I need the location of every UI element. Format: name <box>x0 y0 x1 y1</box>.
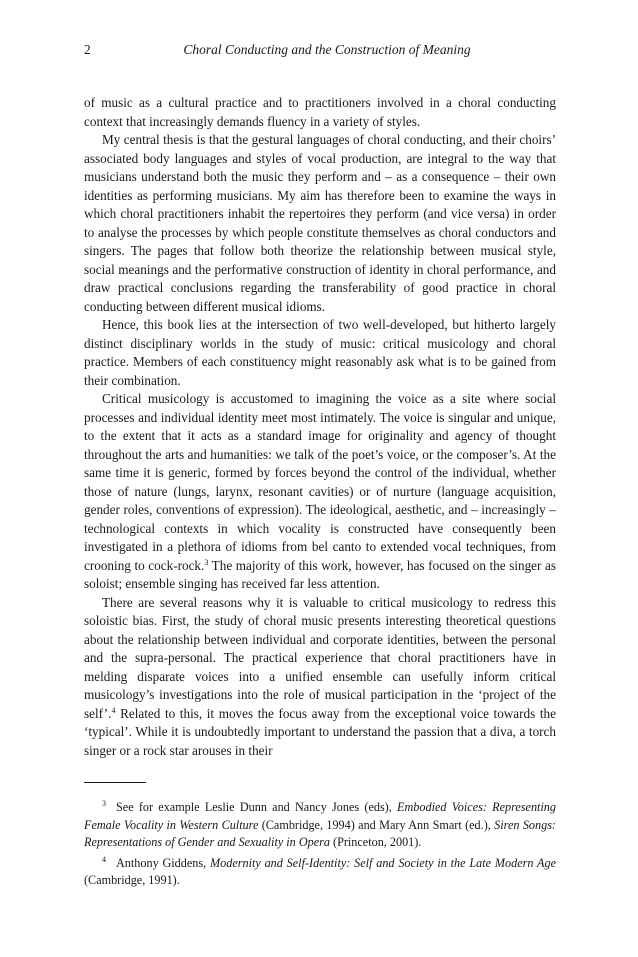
footnote-4: 4 Anthony Giddens, Modernity and Self-Identity: Self and Society in the Late Modern Age (Cambridge, 1991). <box>84 854 556 887</box>
paragraph-3: Hence, this book lies at the intersection of two well-developed, but hitherto largely distinct disciplinary worlds in the study of music: critical musicology and choral practice. Members of each constituency might reasonably ask what is to be gained from their combination. <box>84 317 556 388</box>
paragraph-1: of music as a cultural practice and to practitioners involved in a choral conducting context that increasingly demands fluency in a variety of styles. <box>84 95 556 129</box>
book-page <box>84 40 556 893</box>
running-header <box>84 40 556 60</box>
paragraph-5: There are several reasons why it is valuable to critical musicology to redress this soloistic bias. First, the study of choral music presents interesting theoretical questions about the relationship between individual and corporate identities, between the personal and the supra-personal. The practical experience that choral practitioners have in melding disparate voices into a unified ensemble can usefully inform critical musicology’s investigations into the role of musical participation in the ‘project of the self’.$^4$ Related to this, it moves the focus away from the exceptional voice towards the ‘typical’. While it is undoubtedly important to understand the passion that a diva, a torch singer or a rock star arouses in their <box>84 594 556 758</box>
running-title: Choral Conducting and the Construction of Meaning <box>183 42 471 57</box>
paragraph-4: Critical musicology is accustomed to imagining the voice as a site where social processes and individual identity meet most intimately. The voice is singular and unique, to the extent that it acts as a standard image for originality and agency of thought throughout the arts and humanities: we talk of the poet’s voice, or the composer’s. At the same time it is generic, formed by forces beyond the control of the individual, whether those of nature (lungs, larynx, resonant cavities) or of nurture (language acquisition, gender roles, conventions of expression). The ideological, aesthetic, and – increasingly – technological contexts in which vocality is constructed have consequently been investigated in a plethora of idioms from bel canto to extended vocal techniques, from crooning to cock-rock.$^3$ The majority of this work, however, has focused on the singer as soloist; ensemble singing has received far less attention. <box>84 391 556 591</box>
page-number: 2 <box>84 42 91 57</box>
body-text <box>84 94 556 760</box>
footnote-3: 3 See for example Leslie Dunn and Nancy Jones (eds), Embodied Voices: Representing Female Vocality in Western Culture (Cambridge, 1994) and Mary Ann Smart (ed.), Siren Songs: Representations of Gender and Sexuality in Opera (Princeton, 2001). <box>84 799 556 849</box>
footnote-ref-4[interactable]: 4 <box>111 705 116 715</box>
footnotes <box>84 799 556 890</box>
footnote-divider <box>84 782 146 783</box>
footnote-ref-3[interactable]: 3 <box>204 557 209 567</box>
paragraph-2: My central thesis is that the gestural languages of choral conducting, and their choirs’ associated body languages and styles of vocal production, are integral to the way that musicians understand both the music they perform and – as a consequence – their own identities as performing musicians. My aim has therefore been to examine the ways in which choral practitioners inhabit the repertoires they perform (and vice versa) in order to analyse the processes by which people constitute themselves as choral conductors and singers. The pages that follow both theorize the relationship between musical style, social meanings and the performative construction of identity in choral performance, and draw practical conclusions regarding the transferability of good practice in choral conducting between different musical idioms. <box>84 132 556 314</box>
